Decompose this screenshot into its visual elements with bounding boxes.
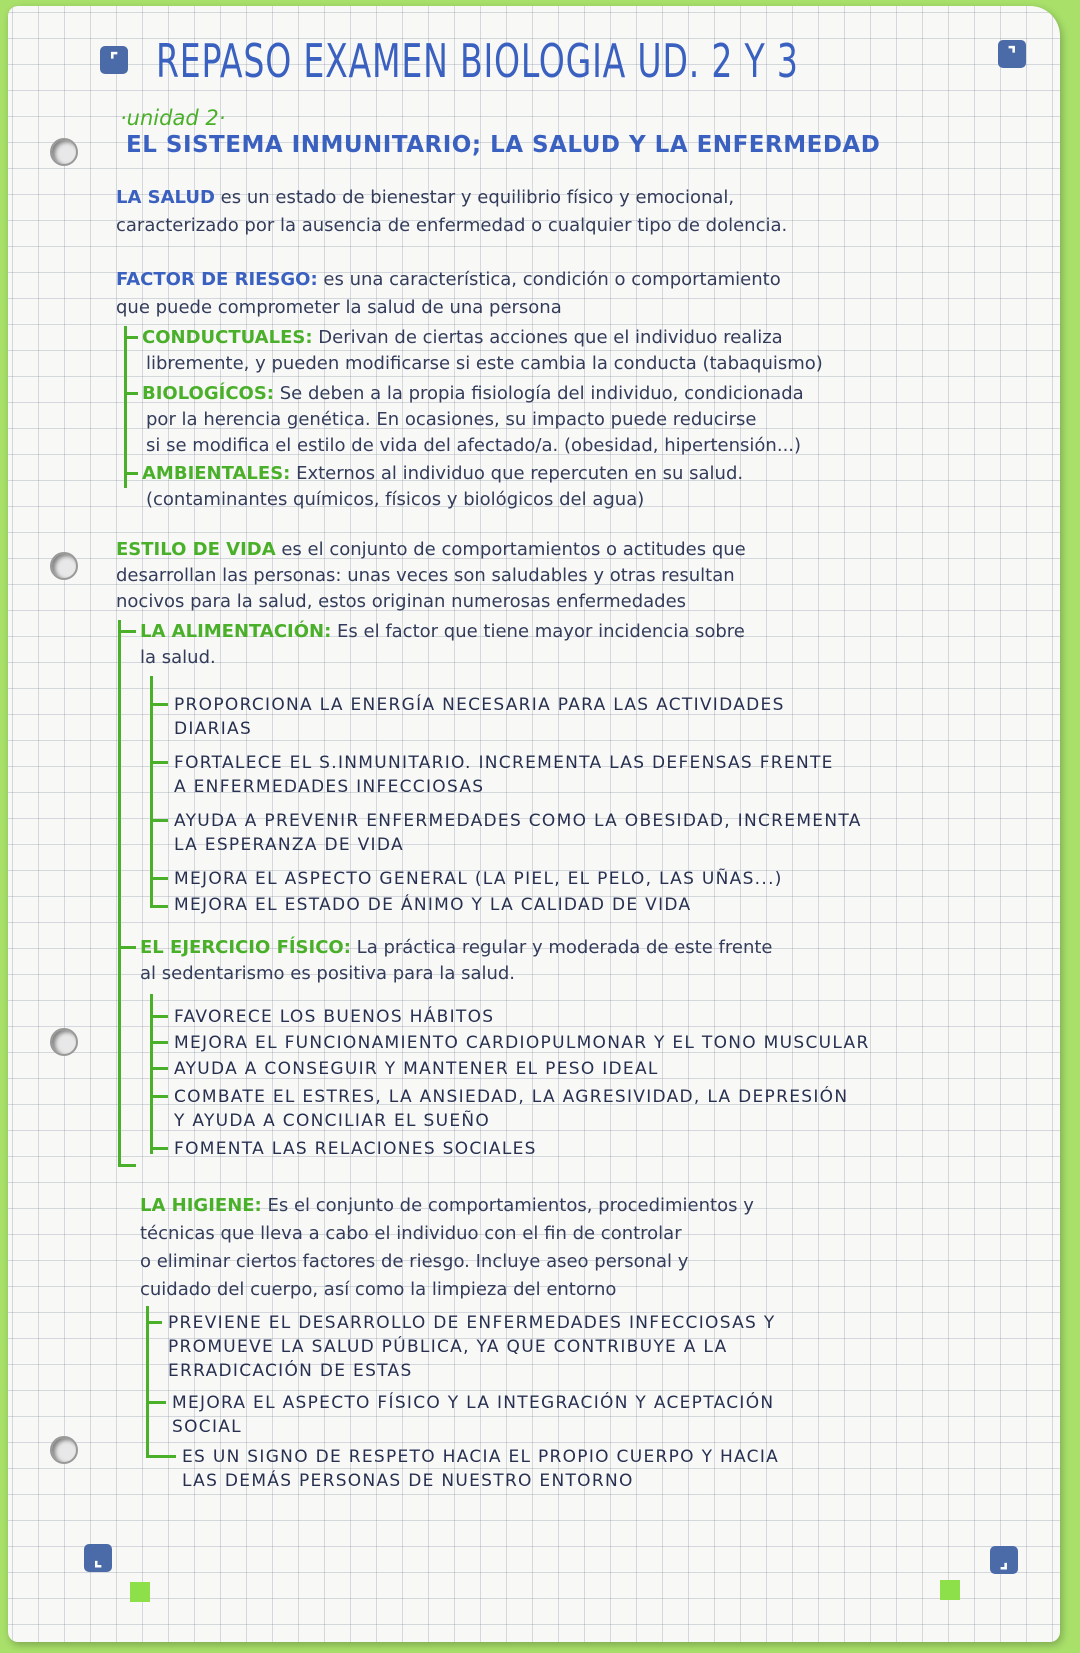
ejercicio-bullet: AYUDA A CONSEGUIR Y MANTENER EL PESO IDEAL bbox=[174, 1059, 659, 1079]
factor-item-term: CONDUCTUALES: bbox=[142, 327, 313, 348]
factor-item-line: (contaminantes químicos, físicos y biológicos del agua) bbox=[146, 489, 645, 510]
factor-item-line: si se modifica el estilo de vida del afectado/a. (obesidad, hipertensión...) bbox=[146, 435, 802, 456]
bullet-arrow bbox=[150, 1015, 168, 1018]
higiene-bullet: ES UN SIGNO DE RESPETO HACIA EL PROPIO CUERPO Y HACIA bbox=[182, 1447, 780, 1467]
bullet-arrow bbox=[150, 877, 168, 880]
alimentacion-bullet-line: DIARIAS bbox=[174, 719, 253, 739]
salud-term: LA SALUD bbox=[116, 187, 215, 208]
ejercicio-bullet: MEJORA EL FUNCIONAMIENTO CARDIOPULMONAR Y EL TONO MUSCULAR bbox=[174, 1033, 870, 1053]
bullet-arrow bbox=[150, 1067, 168, 1070]
salud-definition: LA SALUD es un estado de bienestar y equilibrio físico y emocional, bbox=[116, 187, 735, 208]
corner-mark-bottom-right-icon: ⌟ bbox=[990, 1546, 1018, 1574]
alimentacion-bullet-line: LA ESPERANZA DE VIDA bbox=[174, 835, 404, 855]
ejercicio-bullet-line: Y AYUDA A CONCILIAR EL SUEÑO bbox=[174, 1111, 491, 1131]
factor-term: FACTOR DE RIESGO: bbox=[116, 269, 318, 290]
ejercicio-term: EL EJERCICIO FÍSICO: bbox=[140, 937, 351, 958]
alimentacion-term: LA ALIMENTACIÓN: bbox=[140, 621, 332, 642]
factor-item-line: por la herencia genética. En ocasiones, su impacto puede reducirse bbox=[146, 409, 757, 430]
unit-title: EL SISTEMA INMUNITARIO; LA SALUD Y LA ENFERMEDAD bbox=[126, 132, 881, 158]
ejercicio-bullet: FAVORECE LOS BUENOS HÁBITOS bbox=[174, 1007, 495, 1027]
higiene-bullet-line: PROMUEVE LA SALUD PÚBLICA, YA QUE CONTRIBUYE A LA bbox=[168, 1337, 728, 1357]
alimentacion-bullet: MEJORA EL ASPECTO GENERAL (LA PIEL, EL PELO, LAS UÑAS...) bbox=[174, 869, 783, 889]
higiene-bullet: MEJORA EL ASPECTO FÍSICO Y LA INTEGRACIÓN Y ACEPTACIÓN bbox=[172, 1393, 775, 1413]
factor-item: BIOLOGÍCOS: Se deben a la propia fisiología del individuo, condicionada bbox=[142, 383, 804, 404]
green-square-icon bbox=[130, 1582, 150, 1602]
factor-item-line: libremente, y pueden modificarse si este cambia la conducta (tabaquismo) bbox=[146, 353, 823, 374]
higiene-bullet-line: SOCIAL bbox=[172, 1417, 242, 1437]
factor-item: AMBIENTALES: Externos al individuo que repercuten en su salud. bbox=[142, 463, 744, 484]
bullet-arrow bbox=[150, 1095, 168, 1098]
factor-definition: FACTOR DE RIESGO: es una característica, condición o comportamiento bbox=[116, 269, 781, 290]
page-title: REPASO EXAMEN BIOLOGIA UD. 2 Y 3 bbox=[156, 34, 799, 88]
higiene-line: o eliminar ciertos factores de riesgo. Incluye aseo personal y bbox=[140, 1251, 689, 1272]
factor-bracket bbox=[124, 326, 127, 488]
title-marker-icon: ⌜ bbox=[100, 46, 128, 74]
bracket-tick bbox=[124, 392, 138, 395]
bullet-arrow bbox=[146, 1455, 176, 1458]
higiene-bullet-line: LAS DEMÁS PERSONAS DE NUESTRO ENTORNO bbox=[182, 1471, 634, 1491]
alimentacion-bullet: AYUDA A PREVENIR ENFERMEDADES COMO LA OBESIDAD, INCREMENTA bbox=[174, 811, 862, 831]
factor-item-term: AMBIENTALES: bbox=[142, 463, 291, 484]
bracket-tick bbox=[118, 946, 136, 949]
bracket-tick bbox=[118, 1164, 136, 1167]
bracket-tick bbox=[118, 630, 136, 633]
higiene-line: técnicas que lleva a cabo el individuo con el fin de controlar bbox=[140, 1223, 682, 1244]
bullet-arrow bbox=[146, 1401, 166, 1404]
ejercicio-heading: EL EJERCICIO FÍSICO: La práctica regular y moderada de este frente bbox=[140, 937, 773, 958]
binder-hole bbox=[50, 552, 78, 580]
corner-mark-bottom-left-icon: ⌞ bbox=[84, 1544, 112, 1572]
ejercicio-bullet: FOMENTA LAS RELACIONES SOCIALES bbox=[174, 1139, 537, 1159]
alimentacion-bullet-line: A ENFERMEDADES INFECCIOSAS bbox=[174, 777, 485, 797]
higiene-heading: LA HIGIENE: Es el conjunto de comportamientos, procedimientos y bbox=[140, 1195, 754, 1216]
bullet-arrow bbox=[150, 819, 168, 822]
ejercicio-bullet: COMBATE EL ESTRES, LA ANSIEDAD, LA AGRESIVIDAD, LA DEPRESIÓN bbox=[174, 1087, 849, 1107]
notebook-page bbox=[8, 6, 1060, 1642]
ejercicio-line: al sedentarismo es positiva para la salud. bbox=[140, 963, 516, 984]
unit-label: ·unidad 2· bbox=[120, 106, 226, 130]
bracket-tick bbox=[124, 336, 138, 339]
alimentacion-heading: LA ALIMENTACIÓN: Es el factor que tiene mayor incidencia sobre bbox=[140, 621, 745, 642]
factor-item-term: BIOLOGÍCOS: bbox=[142, 383, 274, 404]
higiene-bullet-line: ERRADICACIÓN DE ESTAS bbox=[168, 1361, 413, 1381]
bullet-arrow bbox=[150, 761, 168, 764]
binder-hole bbox=[50, 138, 78, 166]
higiene-term: LA HIGIENE: bbox=[140, 1195, 262, 1216]
factor-definition-line: que puede comprometer la salud de una persona bbox=[116, 297, 562, 318]
bullet-arrow bbox=[150, 1041, 168, 1044]
corner-mark-top-right-icon: ⌝ bbox=[998, 40, 1026, 68]
salud-definition-line: caracterizado por la ausencia de enfermedad o cualquier tipo de dolencia. bbox=[116, 215, 788, 236]
alimentacion-bullet: PROPORCIONA LA ENERGÍA NECESARIA PARA LAS ACTIVIDADES bbox=[174, 695, 785, 715]
estilo-definition: ESTILO DE VIDA es el conjunto de comportamientos o actitudes que bbox=[116, 539, 746, 560]
green-square-icon bbox=[940, 1580, 960, 1600]
ejercicio-bracket bbox=[150, 994, 153, 1154]
estilo-bracket bbox=[118, 620, 121, 1166]
alimentacion-bullet: FORTALECE EL S.INMUNITARIO. INCREMENTA LAS DEFENSAS FRENTE bbox=[174, 753, 834, 773]
bullet-arrow bbox=[150, 1147, 168, 1150]
bullet-arrow bbox=[146, 1321, 162, 1324]
higiene-bracket bbox=[146, 1306, 149, 1458]
higiene-line: cuidado del cuerpo, así como la limpieza del entorno bbox=[140, 1279, 617, 1300]
bullet-arrow bbox=[150, 703, 168, 706]
alimentacion-bracket bbox=[150, 676, 153, 908]
binder-hole bbox=[50, 1436, 78, 1464]
alimentacion-bullet: MEJORA EL ESTADO DE ÁNIMO Y LA CALIDAD DE VIDA bbox=[174, 895, 692, 915]
higiene-bullet: PREVIENE EL DESARROLLO DE ENFERMEDADES INFECCIOSAS Y bbox=[168, 1313, 776, 1333]
alimentacion-line: la salud. bbox=[140, 647, 216, 668]
estilo-term: ESTILO DE VIDA bbox=[116, 539, 276, 560]
bullet-arrow bbox=[150, 905, 168, 908]
estilo-definition-line: desarrollan las personas: unas veces son saludables y otras resultan bbox=[116, 565, 735, 586]
binder-hole bbox=[50, 1028, 78, 1056]
factor-item: CONDUCTUALES: Derivan de ciertas acciones que el individuo realiza bbox=[142, 327, 783, 348]
bracket-tick bbox=[124, 472, 138, 475]
estilo-definition-line: nocivos para la salud, estos originan numerosas enfermedades bbox=[116, 591, 687, 612]
